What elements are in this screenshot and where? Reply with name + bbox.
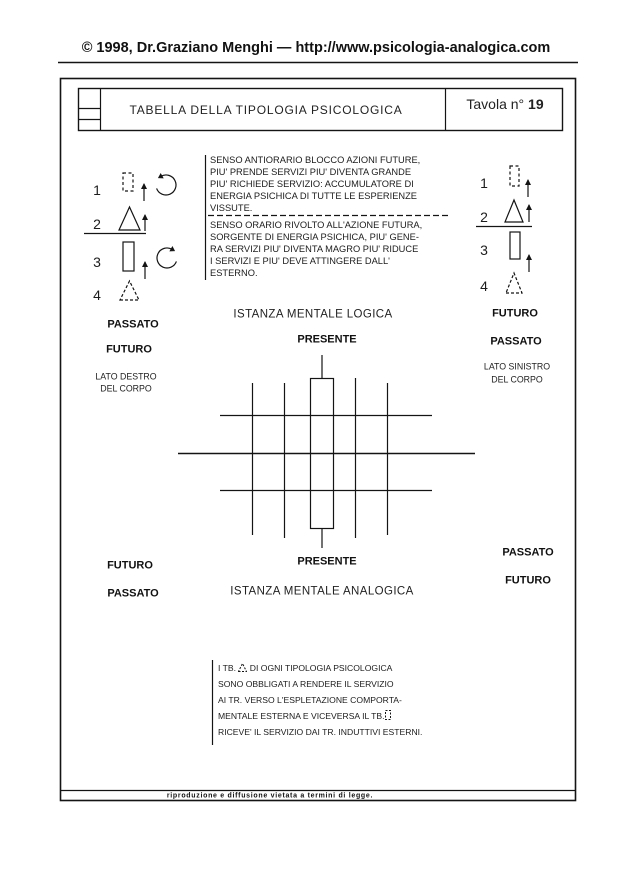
anticlockwise-note-line: ENERGIA PSICHICA DI TUTTE LE ESPERIENZE bbox=[210, 191, 417, 201]
service-note bbox=[218, 660, 422, 740]
left-body-side-line1: LATO DESTRO bbox=[95, 371, 157, 382]
tavola-label bbox=[466, 97, 543, 111]
present-bottom-label: PRESENTE bbox=[297, 555, 357, 568]
service-note-line bbox=[218, 660, 422, 676]
dashed-triangle-icon bbox=[238, 663, 247, 672]
anticlockwise-note-line: SENSO ANTIORARIO BLOCCO AZIONI FUTURE, bbox=[210, 155, 421, 165]
left-upper-time-label: PASSATO bbox=[107, 318, 159, 331]
copyright-header: © 1998, Dr.Graziano Menghi — http://www.psicologia-analogica.com bbox=[81, 39, 551, 56]
right-body-side-line1: LATO SINISTRO bbox=[483, 361, 551, 372]
dashed-rectangle-icon bbox=[385, 710, 391, 720]
right-legend-number-4: 4 bbox=[480, 278, 488, 294]
tavola-number: 19 bbox=[528, 96, 544, 112]
clockwise-note-line: RA SERVIZI PIU' DIVENTA MAGRO PIU' RIDUCE bbox=[210, 244, 419, 254]
left-legend bbox=[84, 173, 176, 303]
clockwise-note-line: SENSO ORARIO RIVOLTO ALL'AZIONE FUTURA, bbox=[210, 220, 423, 230]
table-title: TABELLA DELLA TIPOLOGIA PSICOLOGICA bbox=[129, 103, 403, 117]
left-legend-number-3: 3 bbox=[93, 254, 101, 270]
service-note-text: MENTALE ESTERNA E VICEVERSA IL TB. bbox=[218, 711, 385, 721]
right-legend-number-2: 2 bbox=[480, 209, 488, 225]
right-body-side-line2: DEL CORPO bbox=[491, 374, 543, 385]
dashed-rectangle-icon bbox=[510, 166, 519, 186]
logical-instance-title: ISTANZA MENTALE LOGICA bbox=[233, 308, 393, 321]
triangle-icon bbox=[119, 207, 140, 230]
anticlockwise-note-line: VISSUTE. bbox=[210, 203, 253, 213]
clockwise-note-line: ESTERNO. bbox=[210, 268, 258, 278]
rectangle-icon bbox=[123, 242, 134, 271]
dashed-triangle-icon bbox=[120, 281, 139, 300]
present-top-label: PRESENTE bbox=[297, 333, 357, 346]
service-note-line: SONO OBBLIGATI A RENDERE IL SERVIZIO bbox=[218, 679, 394, 689]
service-note-line: AI TR. VERSO L'ESPLETAZIONE COMPORTA- bbox=[218, 695, 402, 705]
tavola-prefix: Tavola n° bbox=[466, 96, 525, 112]
right-legend-number-1: 1 bbox=[480, 175, 488, 191]
right-lower-time-label: PASSATO bbox=[490, 335, 542, 348]
bottom-left-lower-time-label: PASSATO bbox=[107, 587, 159, 600]
triangle-icon bbox=[505, 200, 523, 222]
analogical-instance-title: ISTANZA MENTALE ANALOGICA bbox=[230, 585, 414, 598]
anticlockwise-note-line: PIU' RICHIEDE SERVIZIO: ACCUMULATORE DI bbox=[210, 179, 414, 189]
dashed-triangle-shape bbox=[239, 664, 247, 672]
anticlockwise-note-line: PIU' PRENDE SERVIZI PIU' DIVENTA GRANDE bbox=[210, 167, 412, 177]
dashed-rectangle-icon bbox=[123, 173, 133, 191]
clockwise-note-line: SORGENTE DI ENERGIA PSICHICA, PIU' GENE- bbox=[210, 232, 419, 242]
right-upper-time-label: FUTURO bbox=[492, 307, 538, 320]
dashed-rectangle-shape bbox=[385, 711, 390, 720]
left-legend-number-2: 2 bbox=[93, 216, 101, 232]
clockwise-note-line: I SERVIZI E PIU' DEVE ATTINGERE DALL' bbox=[210, 256, 390, 266]
service-note-text: I TB. bbox=[218, 663, 236, 673]
service-note-line: RICEVE' IL SERVIZIO DAI TR. INDUTTIVI ESTERNI. bbox=[218, 727, 423, 737]
left-legend-number-4: 4 bbox=[93, 287, 101, 303]
service-note-text: DI OGNI TIPOLOGIA PSICOLOGICA bbox=[249, 663, 393, 673]
left-body-side-line2: DEL CORPO bbox=[100, 383, 152, 394]
right-legend-number-3: 3 bbox=[480, 242, 488, 258]
bottom-right-upper-time-label: PASSATO bbox=[502, 546, 554, 559]
rectangle-icon bbox=[510, 232, 520, 259]
right-legend bbox=[476, 166, 532, 294]
left-lower-time-label: FUTURO bbox=[106, 343, 152, 356]
service-note-line bbox=[218, 708, 422, 724]
anticlockwise-note bbox=[210, 154, 420, 214]
clockwise-note bbox=[210, 219, 422, 279]
mental-instance-grid bbox=[178, 355, 475, 548]
left-legend-number-1: 1 bbox=[93, 182, 101, 198]
reproduction-notice: riproduzione e diffusione vietata a termini di legge. bbox=[166, 792, 374, 800]
bottom-right-lower-time-label: FUTURO bbox=[505, 574, 551, 587]
bottom-left-upper-time-label: FUTURO bbox=[107, 559, 153, 572]
dashed-triangle-icon bbox=[506, 273, 522, 293]
